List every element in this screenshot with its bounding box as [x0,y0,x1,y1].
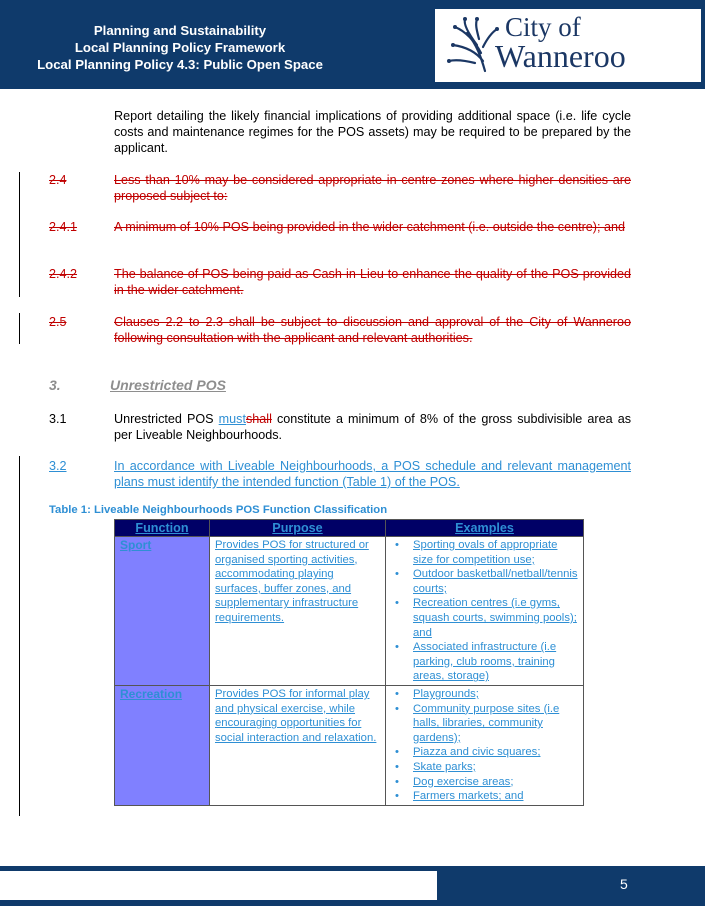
column-header: Examples [386,520,584,537]
intro-paragraph: Report detailing the likely financial implications of providing additional space (i.e. life cycle costs and maintenance regimes for the POS assets) may be required to be prepared by the applicant. [114,109,631,155]
change-bar [19,313,20,344]
footer-white-panel [0,871,437,900]
example-item: • Dog exercise areas; [391,775,578,790]
function-cell: Recreation [115,685,210,805]
example-item: • Sporting ovals of appropriate size for competition use; [391,538,578,567]
clause-number: 2.4.1 [49,220,78,234]
wattle-logo-icon [447,17,499,73]
clause-text-part: constitute a minimum of 8% of the gross subdivisible area as per Liveable Neighbourhoods. [114,412,631,442]
example-item: • Community purpose sites (i.e halls, libraries, community gardens); [391,702,578,746]
table-caption: Table 1: Liveable Neighbourhoods POS Function Classification [49,504,388,516]
logo-city-text: City of [505,12,581,42]
column-header: Function [115,520,210,537]
clause-number: 3.2 [49,459,67,473]
deleted-clause-text: Clauses 2.2 to 2.3 shall be subject to discussion and approval of the City of Wanneroo following consultation with the applicant and relevant authorities. [114,315,631,345]
clause-number: 3.1 [49,412,67,426]
clause-number: 2.5 [49,315,67,329]
page-footer [0,866,705,906]
table-row [115,685,584,805]
change-bar [19,456,20,816]
column-header: Purpose [210,520,386,537]
example-item: • Skate parks; [391,760,578,775]
purpose-cell: Provides POS for structured or organised sporting activities, accommodating playing surfaces, buffer zones, and supplementary infrastructure requirements. [210,537,386,686]
clause-text-part: Unrestricted POS [114,412,219,426]
example-item: • Recreation centres (i.e gyms, squash courts, swimming pools); and [391,596,578,640]
city-logo [435,9,701,82]
inserted-word: must [218,412,246,426]
clause-3-1-text [114,411,631,443]
pos-function-table [114,519,584,806]
examples-cell [386,685,584,805]
inserted-clause-text: In accordance with Liveable Neighbourhoods, a POS schedule and relevant management plans must identify the intended function (Table 1) of the POS. [114,459,631,489]
change-bar [19,172,20,297]
example-item: • Outdoor basketball/netball/tennis courts; [391,567,578,596]
section-title: Unrestricted POS [110,377,226,393]
deleted-clause-text: The balance of POS being paid as Cash-in-Lieu to enhance the quality of the POS provided in the wider catchment. [114,267,631,297]
function-cell: Sport [115,537,210,686]
deleted-clause-text: A minimum of 10% POS being provided in the wider catchment (i.e. outside the centre); and [114,220,626,234]
header-line-3: Local Planning Policy 4.3: Public Open Space [37,57,323,72]
purpose-cell: Provides POS for informal play and physical exercise, while encouraging opportunities for social interaction and relaxation. [210,685,386,805]
header-line-1: Planning and Sustainability [93,23,267,38]
page-number: 5 [620,876,628,892]
page-header [0,0,705,89]
examples-cell [386,537,584,686]
header-title-block [10,22,350,73]
deleted-clause-text: Less than 10% may be considered appropriate in centre zones where higher densities are proposed subject to: [114,173,631,203]
logo-wanneroo-text: Wanneroo [495,38,626,74]
example-item: • Farmers markets; and [391,789,578,804]
example-item: • Associated infrastructure (i.e parking, club rooms, training areas, storage) [391,640,578,684]
table-row [115,537,584,686]
example-item: • Piazza and civic squares; [391,745,578,760]
deleted-word: shall [245,412,272,426]
table-header-row [115,520,584,537]
section-number: 3. [49,377,61,393]
clause-number: 2.4.2 [49,267,78,281]
example-item: • Playgrounds; [391,687,578,702]
header-line-2: Local Planning Policy Framework [74,40,286,55]
clause-number: 2.4 [49,173,67,187]
